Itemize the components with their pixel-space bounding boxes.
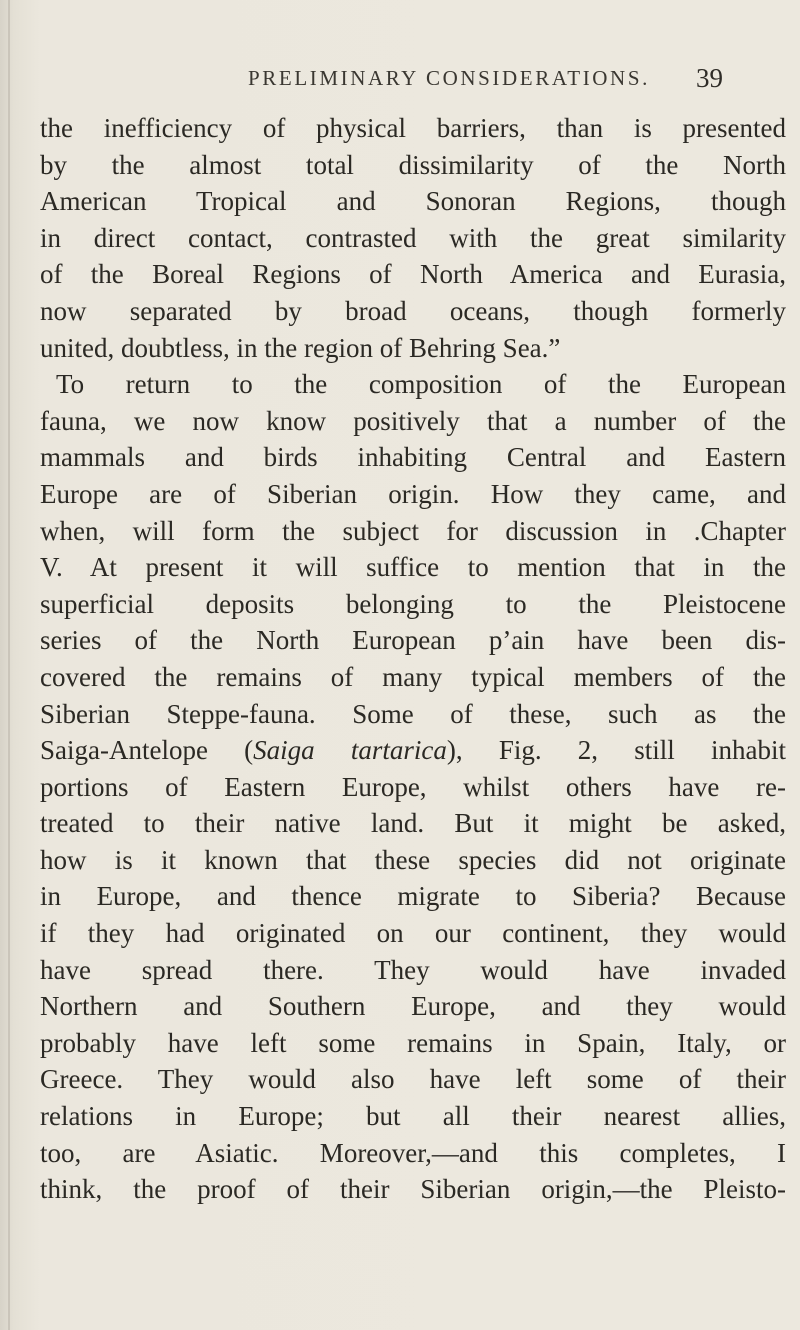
- text-line: V. At present it will suffice to mention that in the: [40, 552, 786, 583]
- text-line: relations in Europe; but all their nearest allies,: [40, 1101, 786, 1132]
- saiga-text-before: Saiga-Antelope (: [40, 735, 254, 766]
- text-line: portions of Eastern Europe, whilst others have re-: [40, 771, 786, 802]
- text-line: mammals and birds inhabiting Central and Eastern: [40, 442, 786, 473]
- text-line: covered the remains of many typical members of the: [40, 661, 786, 692]
- text-line: by the almost total dissimilarity of the North: [40, 149, 786, 180]
- saiga-scientific-name: Saiga tartarica: [253, 735, 447, 766]
- text-line: the inefficiency of physical barriers, than is presented: [40, 113, 786, 143]
- text-line: when, will form the subject for discussion in .Chapter: [40, 515, 786, 546]
- page-gutter: [8, 0, 10, 1330]
- text-line: superficial deposits belonging to the Pleistocene: [40, 588, 786, 619]
- saiga-text-after: ), Fig. 2, still inhabit: [446, 735, 786, 766]
- text-line-saiga: [40, 732, 786, 769]
- text-line: in direct contact, contrasted with the great similarity: [40, 222, 786, 253]
- text-line: think, the proof of their Siberian origin,—the Pleisto-: [40, 1174, 786, 1205]
- text-line: Greece. They would also have left some of their: [40, 1064, 786, 1095]
- text-line: Northern and Southern Europe, and they would: [40, 991, 786, 1022]
- text-line: treated to their native land. But it might be asked,: [40, 808, 786, 839]
- text-line: now separated by broad oceans, though formerly: [40, 295, 786, 326]
- text-line: series of the North European p’ain have been dis-: [40, 625, 786, 656]
- text-line: of the Boreal Regions of North America and Eurasia,: [40, 259, 786, 290]
- paragraph-end-line: united, doubtless, in the region of Behring Sea.”: [40, 332, 561, 363]
- text-line: have spread there. They would have invaded: [40, 954, 786, 985]
- text-line: if they had originated on our continent, they would: [40, 918, 786, 949]
- text-line: American Tropical and Sonoran Regions, though: [40, 186, 786, 217]
- running-title: PRELIMINARY CONSIDERATIONS.: [248, 66, 650, 90]
- text-line: Europe are of Siberian origin. How they came, and: [40, 478, 786, 509]
- text-line: too, are Asiatic. Moreover,—and this completes, I: [40, 1137, 786, 1168]
- running-head: [0, 63, 800, 102]
- text-line: probably have left some remains in Spain, Italy, or: [40, 1027, 786, 1058]
- text-line: Siberian Steppe-fauna. Some of these, such as the: [40, 698, 786, 729]
- page-number: 39: [696, 63, 723, 93]
- paragraph-start-line: To return to the composition of the European: [56, 369, 786, 400]
- text-line: in Europe, and thence migrate to Siberia? Because: [40, 881, 786, 912]
- text-line: how is it known that these species did not originate: [40, 844, 786, 875]
- text-line: fauna, we now know positively that a number of the: [40, 405, 786, 436]
- body-text: [40, 110, 786, 1208]
